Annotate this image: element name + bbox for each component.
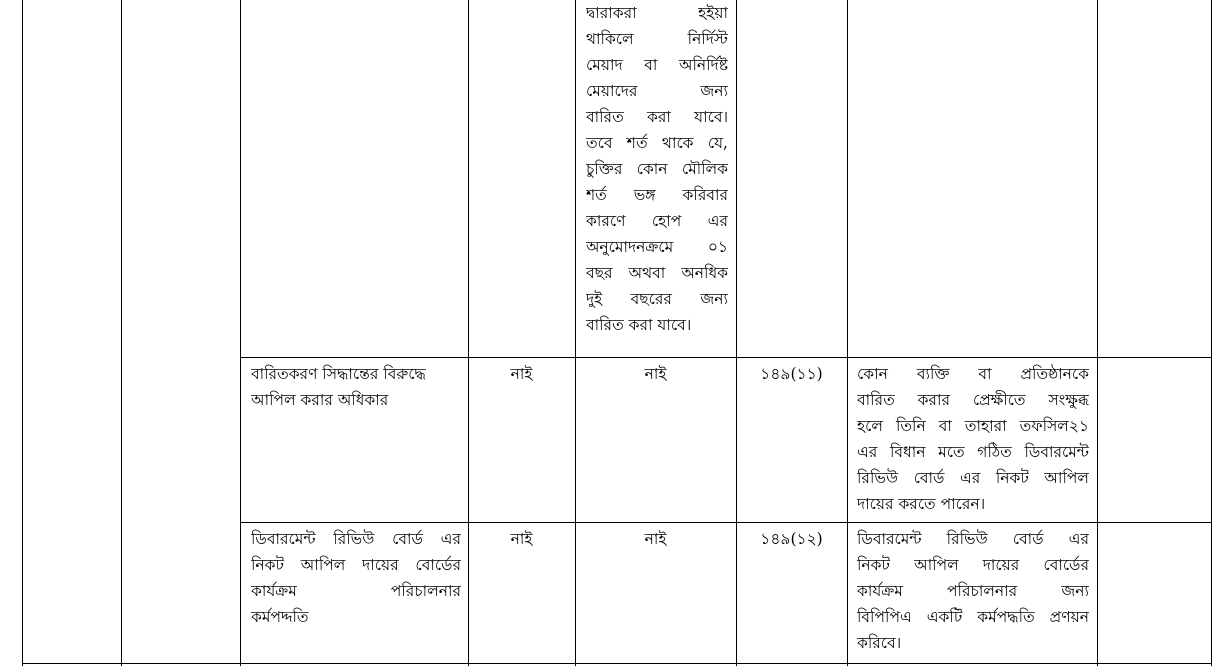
- topic-cell: [251, 526, 461, 630]
- text-line: ডিবারমেন্ট রিভিউ বোর্ড এর: [857, 530, 1089, 548]
- text-line: করিবে।: [857, 634, 902, 652]
- table-border-bottom: [22, 663, 1212, 664]
- col-a-value: নাই: [510, 365, 533, 383]
- column-divider: [468, 0, 469, 666]
- text-line: বছর অথবা অনধিক: [586, 264, 728, 282]
- table-border-right: [1211, 0, 1212, 666]
- text-line: দায়ের করতে পারেন।: [857, 495, 986, 513]
- text-line: নিকট আপিল দায়ের বোর্ডের: [857, 556, 1089, 574]
- description-cell: [857, 526, 1089, 656]
- text-line: তবে শর্ত থাকে যে,: [586, 134, 728, 152]
- topic-cell: [251, 361, 461, 413]
- text-line: মেয়াদ বা অনির্দিষ্ট: [586, 56, 728, 74]
- text-line: আপিল করার অধিকার: [251, 391, 389, 409]
- text-line: এর বিধান মতে গঠিত ডিবারমেন্ট: [857, 443, 1089, 461]
- text-line: দ্বারাকরা হইয়া: [586, 4, 728, 22]
- column-divider: [736, 0, 737, 666]
- text-line: রিভিউ বোর্ড এর নিকট আপিল: [857, 469, 1089, 487]
- text-line: কারণে হোপ এর: [586, 212, 728, 230]
- text-line: বারিতকরণ সিদ্ধান্তের বিরুদ্ধে: [251, 365, 426, 383]
- text-line: কার্যক্রম পরিচালনার জন্য: [857, 582, 1089, 600]
- text-line: ডিবারমেন্ট রিভিউ বোর্ড এর: [251, 530, 461, 548]
- row-divider: [240, 522, 1212, 523]
- column-divider: [240, 0, 241, 666]
- text-line: বিপিপিএ একটি কর্মপদ্ধতি প্রণয়ন: [857, 608, 1089, 626]
- text-line: কর্মপদ্দতি: [251, 608, 309, 626]
- col-a-value: নাই: [510, 530, 533, 548]
- column-divider: [121, 0, 122, 666]
- text-line: বারিত করা যাবে।: [586, 316, 692, 334]
- rule-reference: ১৪৯(১১): [760, 365, 823, 383]
- rule-text-cell: [586, 0, 728, 338]
- text-line: শর্ত ভঙ্গ করিবার: [586, 186, 728, 204]
- row-divider: [240, 357, 1212, 358]
- col-b-value: নাই: [644, 365, 667, 383]
- text-line: অনুমোদনক্রমে ০১: [586, 238, 728, 256]
- text-line: বারিত করার প্রেক্ষীতে সংক্ষুব্ধ: [857, 391, 1089, 409]
- table-border-left: [22, 0, 23, 666]
- column-divider: [847, 0, 848, 666]
- column-divider: [1097, 0, 1098, 666]
- text-line: নিকট আপিল দায়ের বোর্ডের: [251, 556, 461, 574]
- text-line: কার্যক্রম পরিচালনার: [251, 582, 461, 600]
- text-line: কোন ব্যক্তি বা প্রতিষ্ঠানকে: [857, 365, 1089, 383]
- rule-reference: ১৪৯(১২): [760, 530, 823, 548]
- text-line: চুক্তির কোন মৌলিক: [586, 160, 728, 178]
- text-line: বারিত করা যাবে।: [586, 108, 728, 126]
- text-line: হলে তিনি বা তাহারা তফসিল২১: [857, 417, 1089, 435]
- text-line: থাকিলে নির্দিস্ট: [586, 30, 728, 48]
- col-b-value: নাই: [644, 530, 667, 548]
- text-line: দুই বছরের জন্য: [586, 290, 728, 308]
- description-cell: [857, 361, 1089, 517]
- column-divider: [575, 0, 576, 666]
- text-line: মেয়াদের জন্য: [586, 82, 728, 100]
